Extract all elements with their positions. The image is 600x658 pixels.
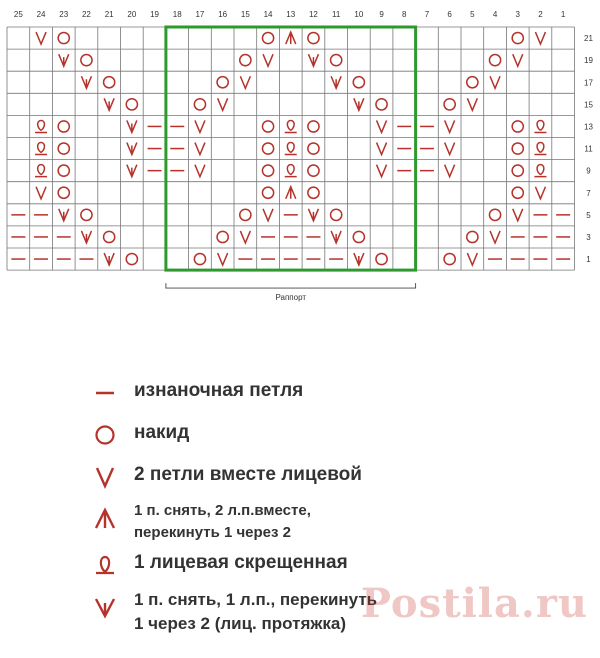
twisted-knit-symbol	[534, 143, 546, 155]
yarn-over-symbol	[512, 121, 523, 132]
yarn-over-symbol	[126, 253, 137, 264]
yarn-over-symbol	[240, 55, 251, 66]
ssk-symbol	[104, 253, 114, 265]
yarn-over-symbol	[58, 121, 69, 132]
purl-dash-icon	[92, 380, 118, 406]
k2tog-symbol	[195, 143, 205, 155]
k2tog-symbol	[36, 32, 46, 44]
k2tog-symbol	[218, 253, 228, 265]
k2tog-symbol	[263, 209, 273, 221]
yarn-over-symbol	[308, 187, 319, 198]
yarn-over-symbol	[58, 187, 69, 198]
yarn-over-symbol	[308, 32, 319, 43]
ssk-symbol	[59, 54, 69, 66]
column-number: 3	[515, 10, 520, 19]
legend-text-ssk: 1 п. снять, 1 л.п., перекинуть	[134, 590, 378, 609]
row-number: 9	[586, 166, 591, 176]
legend-row-sk2p	[92, 500, 592, 546]
legend-row-purl	[92, 374, 592, 416]
repeat-box	[166, 27, 416, 270]
ssk-symbol	[331, 231, 341, 243]
k2tog-symbol	[377, 165, 387, 177]
column-number: 16	[218, 10, 228, 19]
repeat-label: Раппорт	[275, 293, 307, 303]
column-number: 12	[308, 10, 318, 19]
yarn-over-symbol	[262, 187, 273, 198]
yarn-over-symbol	[262, 121, 273, 132]
row-number: 3	[586, 232, 591, 242]
row-number: 15	[584, 100, 593, 110]
yarn-over-symbol	[240, 209, 251, 220]
twisted-knit-symbol	[285, 120, 297, 132]
column-number: 22	[81, 10, 91, 19]
k2tog-symbol	[377, 120, 387, 132]
yarn-over-symbol	[489, 55, 500, 66]
column-number: 23	[59, 10, 69, 19]
legend-text-purl: изнаночная петля	[134, 380, 304, 401]
legend-text-twisted: 1 лицевая скрещенная	[134, 552, 348, 573]
yarn-over-symbol	[467, 77, 478, 88]
yarn-over-symbol	[376, 253, 387, 264]
ssk-symbol	[354, 253, 364, 265]
yarn-over-symbol	[58, 32, 69, 43]
k2tog-symbol	[513, 209, 523, 221]
column-number: 17	[195, 10, 205, 19]
row-number: 5	[586, 210, 591, 220]
ssk-symbol	[81, 76, 91, 88]
yarn-over-symbol	[512, 143, 523, 154]
legend-text-sk2p: 1 п. снять, 2 л.п.вместе,	[134, 502, 311, 519]
ssk-symbol	[331, 76, 341, 88]
row-number: 17	[584, 78, 593, 88]
yarn-over-symbol	[58, 143, 69, 154]
legend-text-sk2p-2: перекинуть 1 через 2	[134, 524, 291, 541]
twisted-knit-symbol	[285, 165, 297, 177]
k2tog-symbol	[490, 231, 500, 243]
yarn-over-symbol	[353, 231, 364, 242]
twisted-knit-symbol	[285, 143, 297, 155]
yarn-over-symbol	[467, 231, 478, 242]
legend-row-k2tog	[92, 458, 592, 500]
k2tog-symbol	[195, 120, 205, 132]
sk2p-arrow-icon	[92, 506, 118, 532]
row-number: 7	[586, 188, 591, 198]
column-number: 9	[379, 10, 384, 19]
k2tog-symbol	[240, 231, 250, 243]
column-number: 21	[104, 10, 114, 19]
legend-text-ssk-2: 1 через 2 (лиц. протяжка)	[134, 614, 347, 633]
ssk-symbol	[127, 143, 137, 155]
yarn-over-symbol	[217, 231, 228, 242]
k2tog-symbol	[467, 98, 477, 110]
ssk-symbol	[308, 209, 318, 221]
column-number: 2	[538, 10, 543, 19]
column-number: 15	[240, 10, 250, 19]
row-number: 1	[586, 255, 591, 265]
yarn-over-symbol	[104, 77, 115, 88]
column-number: 8	[402, 10, 407, 19]
legend-row-yarn-over	[92, 416, 592, 458]
yarn-over-symbol	[308, 165, 319, 176]
column-number: 19	[150, 10, 160, 19]
k2tog-v-icon	[92, 464, 118, 490]
ssk-symbol	[59, 209, 69, 221]
k2tog-symbol	[377, 143, 387, 155]
ssk-v-icon	[92, 594, 118, 620]
row-number: 13	[584, 122, 593, 132]
yarn-over-symbol	[444, 253, 455, 264]
legend-text-yarn-over: накид	[134, 422, 190, 443]
yarn-over-circle-icon	[92, 422, 118, 448]
yarn-over-symbol	[262, 143, 273, 154]
k2tog-symbol	[195, 165, 205, 177]
column-number: 14	[263, 10, 273, 19]
sk2p-symbol	[286, 187, 296, 199]
twisted-knit-symbol	[35, 120, 47, 132]
repeat-bracket	[166, 283, 416, 288]
column-number: 11	[331, 10, 341, 19]
yarn-over-symbol	[262, 32, 273, 43]
column-number: 1	[560, 10, 566, 19]
yarn-over-symbol	[512, 187, 523, 198]
yarn-over-symbol	[512, 165, 523, 176]
k2tog-symbol	[445, 120, 455, 132]
yarn-over-symbol	[104, 231, 115, 242]
k2tog-symbol	[490, 76, 500, 88]
yarn-over-symbol	[489, 209, 500, 220]
column-number: 24	[36, 10, 46, 19]
k2tog-symbol	[240, 76, 250, 88]
column-number: 25	[13, 10, 23, 19]
column-number: 5	[470, 10, 475, 19]
legend-text-k2tog: 2 петли вместе лицевой	[134, 464, 362, 485]
sk2p-symbol	[286, 32, 296, 44]
ssk-symbol	[81, 231, 91, 243]
yarn-over-symbol	[58, 165, 69, 176]
row-number: 11	[584, 144, 593, 154]
k2tog-symbol	[535, 187, 545, 199]
ssk-symbol	[104, 98, 114, 110]
ssk-symbol	[127, 165, 137, 177]
yarn-over-symbol	[81, 209, 92, 220]
yarn-over-symbol	[376, 99, 387, 110]
yarn-over-symbol	[194, 99, 205, 110]
column-number: 10	[354, 10, 364, 19]
k2tog-symbol	[535, 32, 545, 44]
yarn-over-symbol	[512, 32, 523, 43]
knitting-chart	[0, 0, 600, 310]
row-number: 21	[584, 34, 593, 44]
yarn-over-symbol	[444, 99, 455, 110]
column-number: 6	[447, 10, 452, 19]
ssk-symbol	[354, 98, 364, 110]
k2tog-symbol	[445, 165, 455, 177]
ssk-symbol	[127, 120, 137, 132]
yarn-over-symbol	[126, 99, 137, 110]
watermark: Postila.ru	[360, 580, 588, 627]
ssk-symbol	[308, 54, 318, 66]
twisted-knit-symbol	[35, 165, 47, 177]
column-number: 13	[286, 10, 296, 19]
yarn-over-symbol	[217, 77, 228, 88]
column-number: 7	[424, 10, 430, 19]
k2tog-symbol	[445, 143, 455, 155]
k2tog-symbol	[513, 54, 523, 66]
twisted-knit-symbol	[35, 143, 47, 155]
yarn-over-symbol	[331, 209, 342, 220]
row-number: 19	[584, 56, 593, 66]
yarn-over-symbol	[81, 55, 92, 66]
twisted-knit-icon	[92, 552, 118, 578]
twisted-knit-symbol	[534, 120, 546, 132]
column-number: 18	[172, 10, 182, 19]
column-number: 20	[127, 10, 137, 19]
k2tog-symbol	[467, 253, 477, 265]
column-number: 4	[492, 10, 498, 19]
yarn-over-symbol	[262, 165, 273, 176]
yarn-over-symbol	[308, 121, 319, 132]
k2tog-symbol	[263, 54, 273, 66]
yarn-over-symbol	[331, 55, 342, 66]
yarn-over-symbol	[353, 77, 364, 88]
k2tog-symbol	[36, 187, 46, 199]
k2tog-symbol	[218, 98, 228, 110]
yarn-over-symbol	[194, 253, 205, 264]
twisted-knit-symbol	[534, 165, 546, 177]
yarn-over-symbol	[308, 143, 319, 154]
